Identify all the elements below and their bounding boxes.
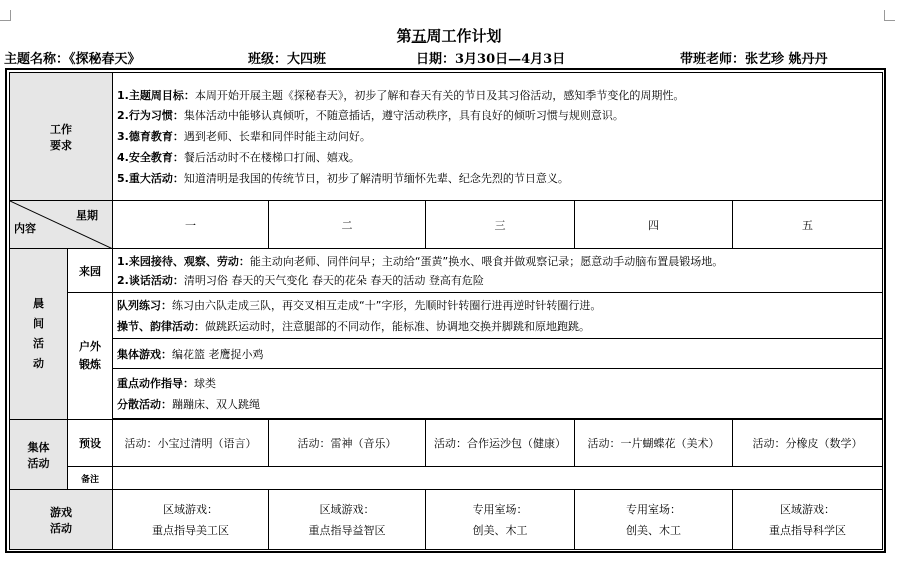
page-corner-mark-left xyxy=(0,10,11,21)
page-title: 第五周工作计划 xyxy=(396,27,502,45)
header-info xyxy=(4,48,894,68)
game-cell-fri: 区域游戏： 重点指导科学区 xyxy=(733,490,883,550)
requirement-item: 1.主题周目标：本周开始开展主题《探秘春天》，初步了解和春天有关的节日及其习俗活动，感知季节变化的周期性。 xyxy=(117,88,685,102)
scatter-line: 分散活动：蹦蹦床、双人跳绳 xyxy=(117,397,260,411)
arrival-label: 来园 xyxy=(68,249,113,293)
weekday-tue: 二 xyxy=(269,201,426,249)
preset-fri: 活动：分橡皮（数学） xyxy=(733,420,883,467)
games-label: 游戏 活动 xyxy=(10,490,113,550)
group-game-content: 集体游戏：编花篮 老鹰捉小鸡 xyxy=(113,339,883,369)
weekday-thu: 四 xyxy=(575,201,733,249)
games-row xyxy=(10,490,883,550)
class-name: 班级：大四班 xyxy=(248,52,327,67)
weekday-mon: 一 xyxy=(113,201,269,249)
preset-wed: 活动：合作运沙包（健康） xyxy=(426,420,575,467)
preset-row xyxy=(10,420,883,467)
drill-content xyxy=(113,293,883,339)
requirement-item: 3.德育教育：遇到老师、长辈和同伴时能主动问好。 xyxy=(117,129,371,143)
arrival-line: 1.来园接待、观察、劳动：能主动向老师、同伴问早；主动给“蛋黄”换水、喂食并做观察记录；愿意动手动脑布置晨锻场地。 xyxy=(117,254,724,268)
game-cell-tue: 区域游戏： 重点指导益智区 xyxy=(269,490,426,550)
weekday-wed: 三 xyxy=(426,201,575,249)
corner-content-label: 内容 xyxy=(14,222,36,235)
requirements-content xyxy=(113,73,883,201)
notes-label: 备注 xyxy=(68,467,113,490)
game-cell-wed: 专用室场： 创美、木工 xyxy=(426,490,575,550)
teachers: 带班老师：张艺珍 姚丹丹 xyxy=(680,52,828,67)
guidance-row xyxy=(10,369,883,419)
requirement-item: 2.行为习惯：集体活动中能够认真倾听，不随意插话，遵守活动秩序，具有良好的倾听习惯与规则意识。 xyxy=(117,108,624,122)
preset-thu: 活动：一片蝴蝶花（美术） xyxy=(575,420,733,467)
game-cell-mon: 区域游戏： 重点指导美工区 xyxy=(113,490,269,550)
page-corner-mark-right xyxy=(884,10,895,21)
preset-mon: 活动：小宝过清明（语言） xyxy=(113,420,269,467)
requirement-item: 5.重大活动：知道清明是我国的传统节日，初步了解清明节缅怀先辈、纪念先烈的节日意义。 xyxy=(117,171,569,185)
guidance-content xyxy=(113,369,883,419)
guidance-line: 重点动作指导：球类 xyxy=(117,376,216,390)
morning-label: 晨 间 活 动 xyxy=(10,249,68,420)
weekday-header-row xyxy=(10,201,883,249)
notes-content xyxy=(113,467,883,490)
weekday-fri: 五 xyxy=(733,201,883,249)
theme-name: 主题名称：《探秘春天》 xyxy=(4,52,141,67)
group-game-row xyxy=(10,339,883,369)
weekly-plan-table xyxy=(9,72,883,550)
requirements-row xyxy=(10,73,883,201)
date-range: 日期：3月30日—4月3日 xyxy=(416,52,566,67)
preset-tue: 活动：雷神（音乐） xyxy=(269,420,426,467)
collective-label: 集体 活动 xyxy=(10,420,68,490)
corner-weekday-label: 星期 xyxy=(76,209,98,222)
arrival-line: 2.谈话活动：清明习俗 春天的天气变化 春天的花朵 春天的活动 登高有危险 xyxy=(117,273,484,287)
game-cell-thu: 专用室场： 创美、木工 xyxy=(575,490,733,550)
preset-label: 预设 xyxy=(68,420,113,467)
outdoor-label: 户外 锻炼 xyxy=(68,293,113,420)
weekday-corner-cell xyxy=(10,201,113,249)
requirement-item: 4.安全教育：餐后活动时不在楼梯口打闹、嬉戏。 xyxy=(117,150,360,164)
week-number: 五 xyxy=(411,27,427,45)
requirements-label: 工作 要求 xyxy=(10,73,113,201)
drill-line: 队列练习：练习由六队走成三队，再交叉相互走成“十”字形，先顺时针转圈行进再逆时针转圈行进。 xyxy=(117,298,602,312)
notes-row xyxy=(10,467,883,490)
arrival-row xyxy=(10,249,883,293)
drill-line: 操节、韵律活动：做跳跃运动时，注意腿部的不同动作，能标准、协调地交换并脚跳和原地跑跳。 xyxy=(117,319,590,333)
drill-row xyxy=(10,293,883,339)
arrival-content xyxy=(113,249,883,293)
